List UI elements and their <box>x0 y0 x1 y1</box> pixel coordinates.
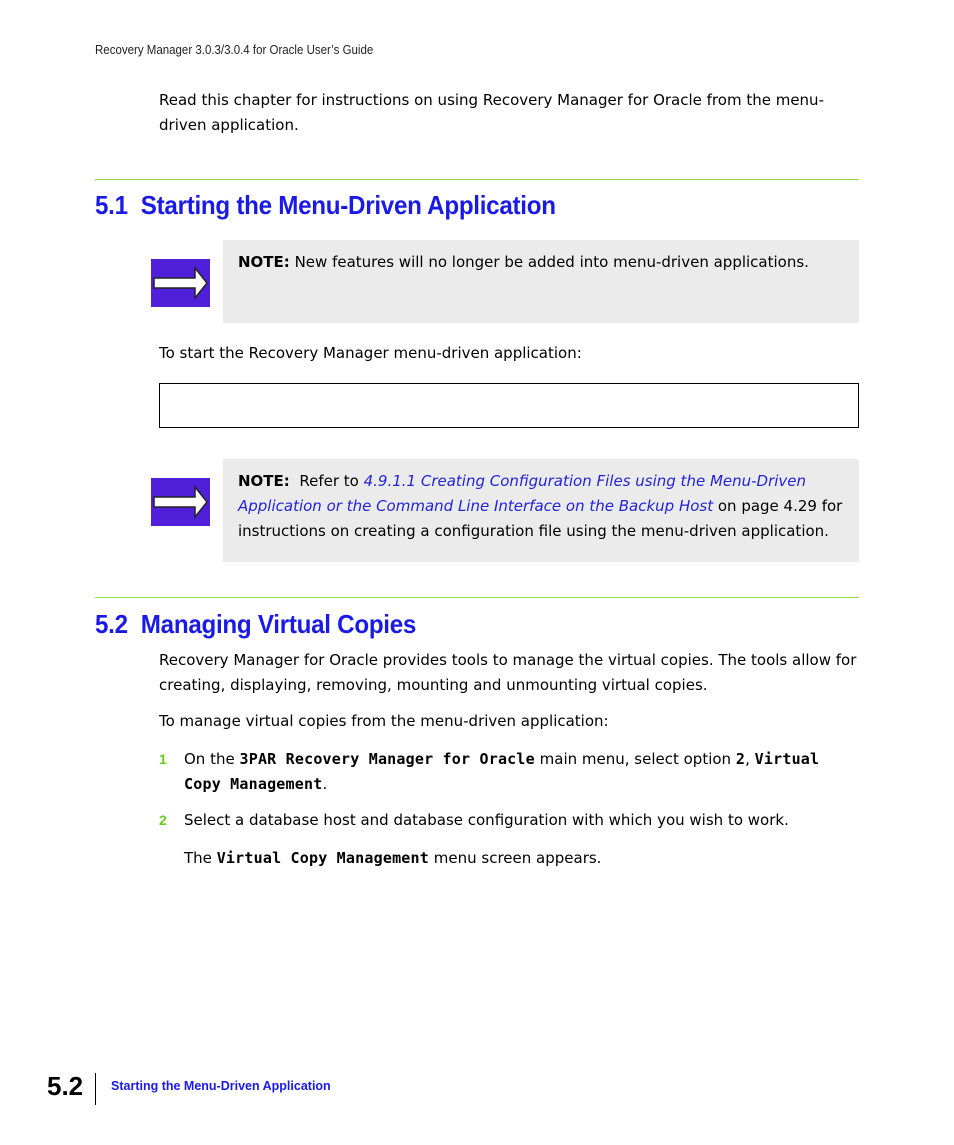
step-number: 2 <box>159 812 167 828</box>
section-divider <box>95 597 859 598</box>
running-head: Recovery Manager 3.0.3/3.0.4 for Oracle User’s Guide <box>95 43 374 57</box>
cross-reference-link[interactable]: 4.9.1.1 Creating Configuration Files using the Menu-Driven Application or the Command Line Interface on the Backup Host <box>238 472 807 515</box>
option-number: 2 <box>735 750 746 768</box>
note-box <box>223 240 859 323</box>
note-label: NOTE: <box>238 472 290 490</box>
note-box <box>223 459 859 562</box>
step-text-part: . <box>322 774 328 793</box>
section-heading-5-2 <box>95 609 416 640</box>
footer-chapter-title: Starting the Menu-Driven Application <box>111 1079 331 1093</box>
step-number: 1 <box>159 751 167 767</box>
menu-name: 3PAR Recovery Manager for Oracle <box>239 750 535 768</box>
section-number: 5.2 <box>95 609 128 639</box>
result-text-part: The <box>184 849 212 867</box>
section-title: Starting the Menu-Driven Application <box>140 190 556 220</box>
command-box <box>159 383 859 428</box>
intro-paragraph: Read this chapter for instructions on using Recovery Manager for Oracle from the menu-driven application. <box>159 91 824 134</box>
step-text <box>184 747 859 796</box>
step-text-part: , <box>745 750 750 768</box>
step-text-part: main menu, select option <box>539 750 732 768</box>
option-name: Virtual Copy Management <box>184 750 820 793</box>
section-number: 5.1 <box>95 190 128 220</box>
step-result <box>184 846 859 871</box>
note-text-pre: Refer to <box>299 472 359 490</box>
note-arrow-icon <box>151 478 210 526</box>
start-instruction: To start the Recovery Manager menu-driven application: <box>159 344 582 362</box>
note-arrow-icon <box>151 259 210 307</box>
footer-divider <box>95 1073 96 1105</box>
section-paragraph: Recovery Manager for Oracle provides tools to manage the virtual copies. The tools allow for creating, displaying, removing, mounting and unmounting virtual copies. <box>159 651 857 694</box>
section-title: Managing Virtual Copies <box>140 609 417 639</box>
manage-instruction: To manage virtual copies from the menu-driven application: <box>159 712 609 730</box>
note-text: New features will no longer be added into menu-driven applications. <box>294 253 809 271</box>
page-number: 5.2 <box>47 1071 84 1101</box>
step-text-part: On the <box>184 750 235 768</box>
note-text-post: on page 4.29 for instructions on creating a configuration file using the menu-driven application. <box>238 497 843 540</box>
section-divider <box>95 179 859 180</box>
section-heading-5-1 <box>95 190 556 221</box>
step-text: Select a database host and database configuration with which you wish to work. <box>184 811 789 829</box>
screen-name: Virtual Copy Management <box>216 849 429 867</box>
note-label: NOTE: <box>238 253 290 271</box>
result-text-part: menu screen appears. <box>433 849 602 867</box>
